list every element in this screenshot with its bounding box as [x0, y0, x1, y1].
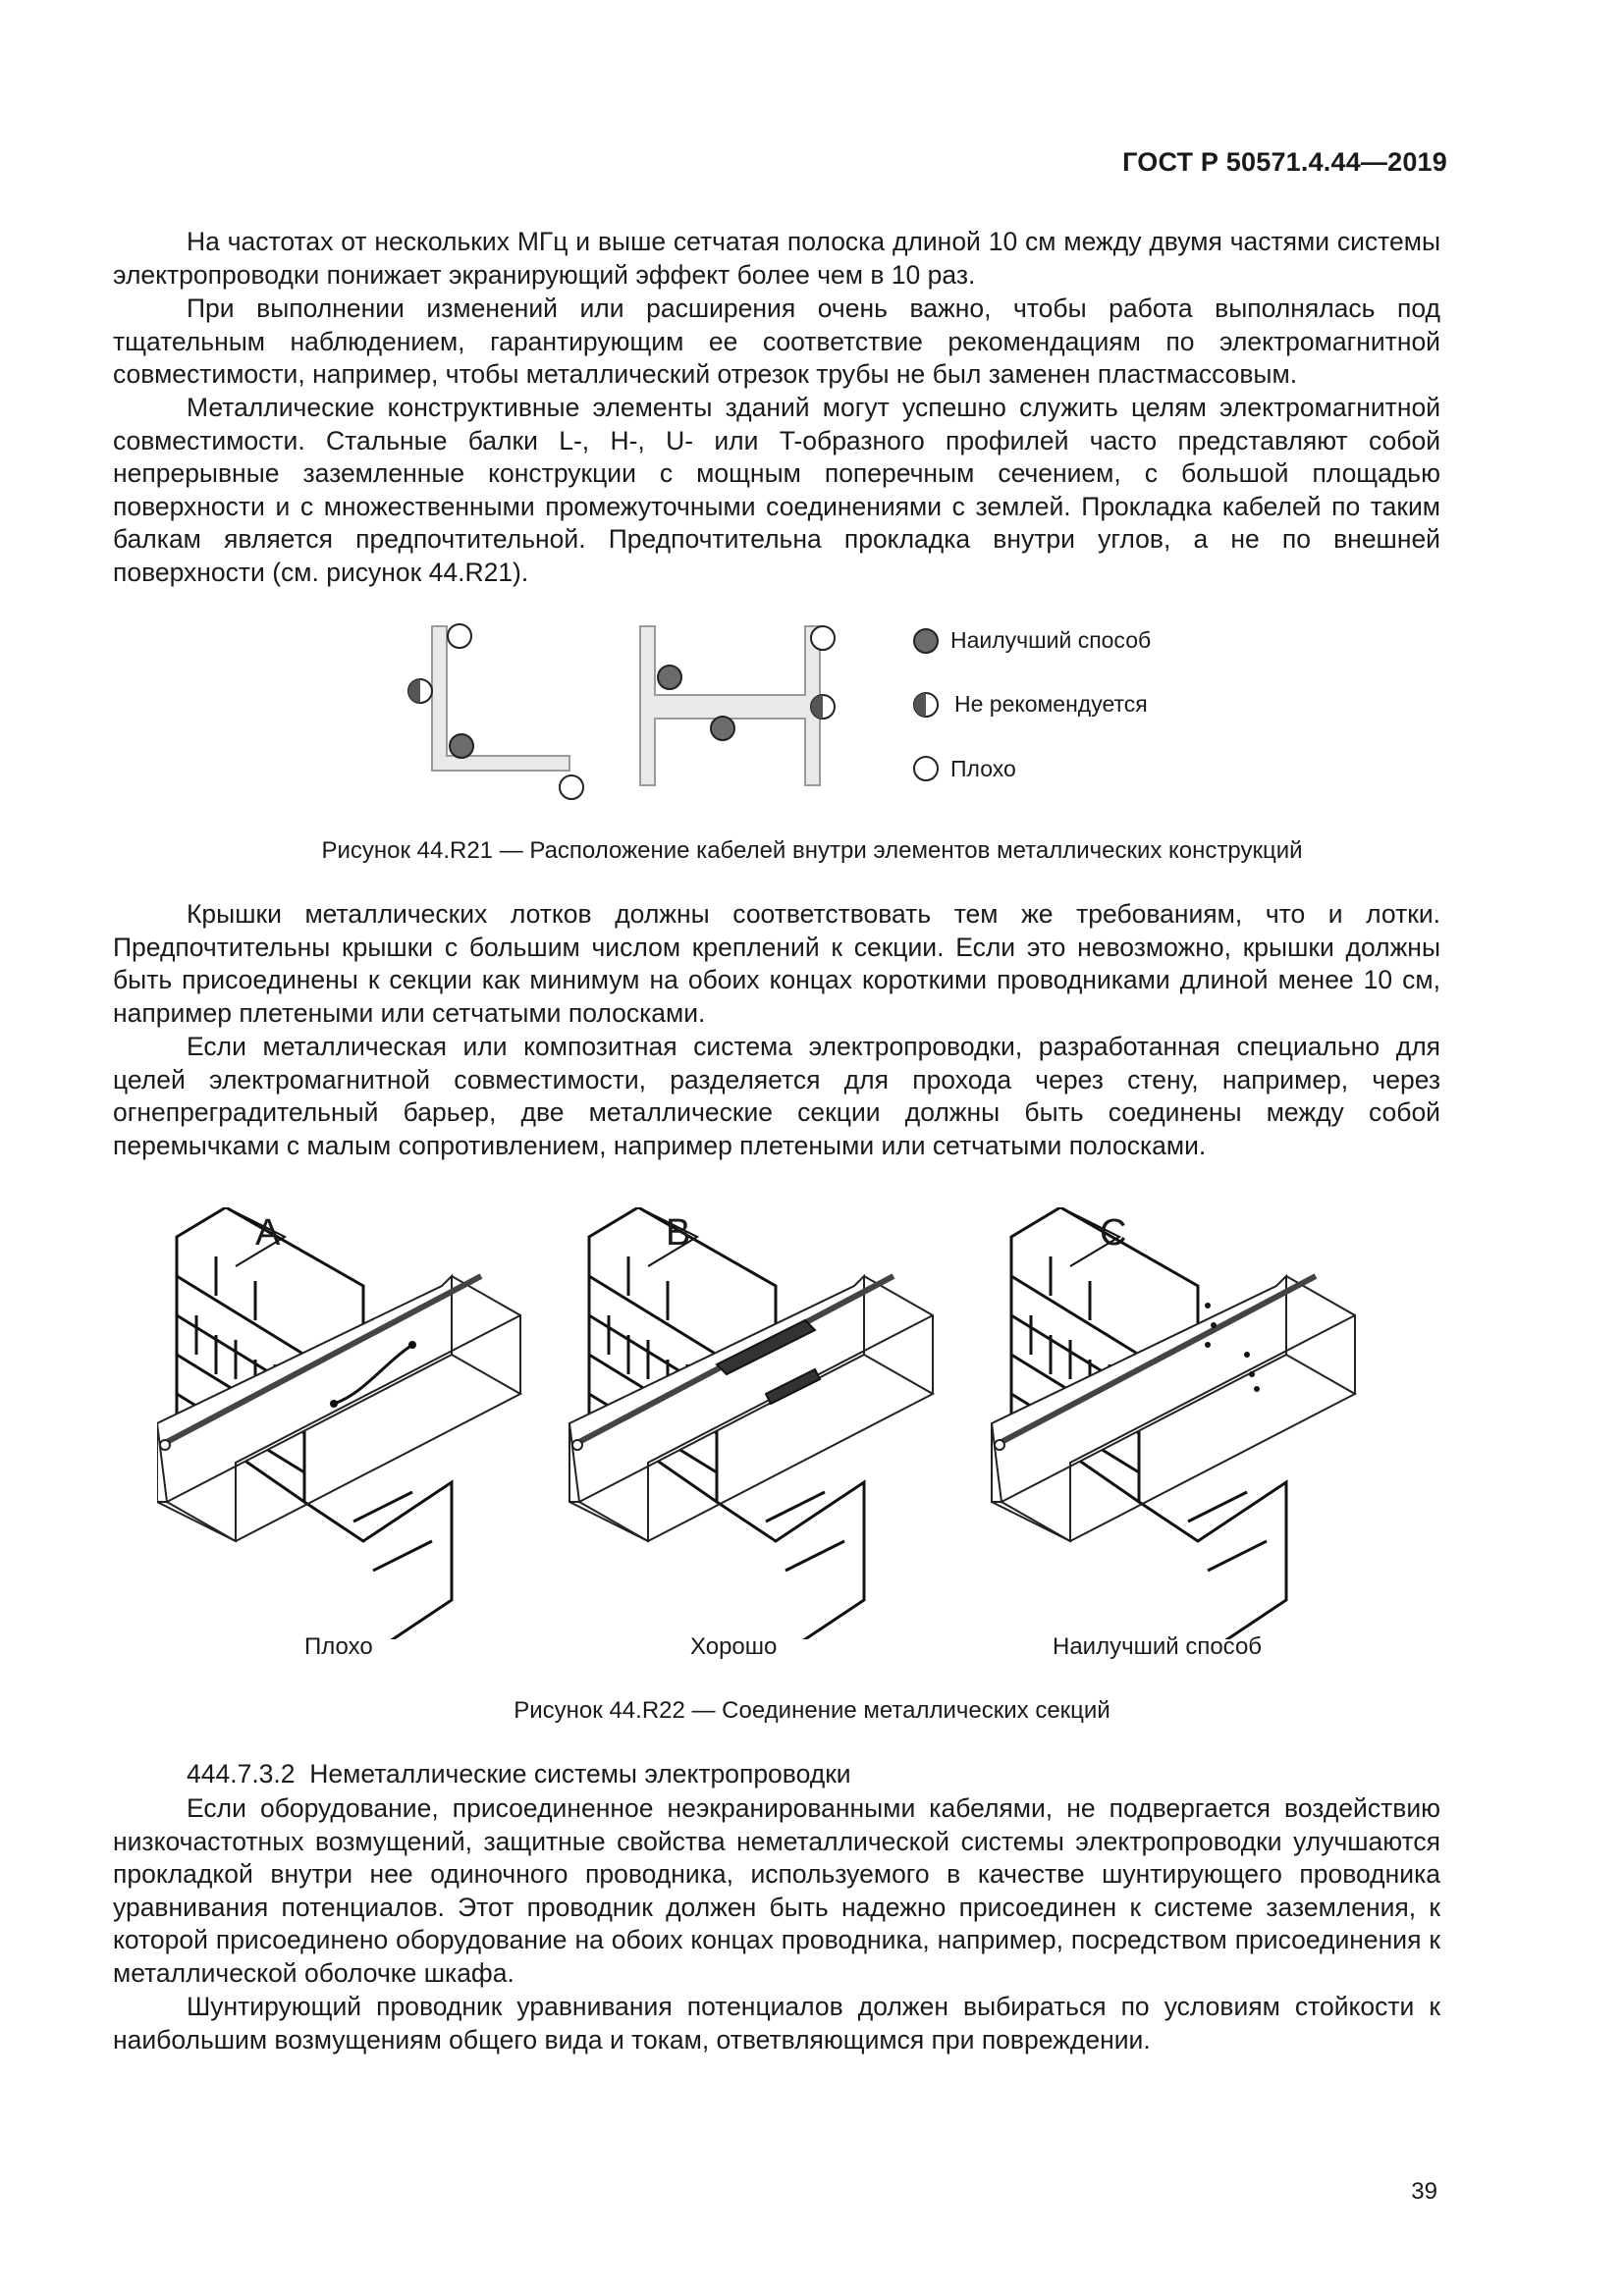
- bad-position-marker: [448, 624, 471, 648]
- legend-bad-label: Плохо: [950, 756, 1016, 781]
- page-number: 39: [1411, 2178, 1437, 2205]
- paragraph-5: Если металлическая или композитная система электропроводки, разработанная специально для целей электромагнитной совместимости, разделяется для прохода через стену, например, через огнепреградительный барьер, две металлические секции должны быть соединены между собой перемычками с малым сопротивлением, например плетеными или сетчатыми полосками.: [113, 1032, 1440, 1160]
- sublabel-best: Наилучший способ: [1053, 1633, 1263, 1660]
- sublabel-bad: Плохо: [304, 1633, 373, 1660]
- paragraph-3: Металлические конструктивные элементы зданий могут успешно служить целям электромагнитной совместимости. Стальные балки L-, H-, U- или T-образного профилей часто представляют собой непрерывные заземленные конструкции с мощным поперечным сечением, с большой площадью поверхности и с множественными промежуточными соединениями с землей. Прокладка кабелей по таким балкам является предпочтительной. Предпочтительна прокладка внутри углов, а не по внешней поверхности (см. рисунок 44.R21).: [113, 393, 1440, 587]
- sublabel-good: Хорошо: [690, 1633, 778, 1660]
- best-position-marker: [450, 734, 473, 758]
- bad-position-marker: [811, 626, 835, 650]
- legend-best-label: Наилучший способ: [950, 627, 1152, 653]
- figure-label-b: B: [666, 1212, 691, 1254]
- legend-not-recommended-marker: [914, 693, 938, 717]
- tray-junction-c: [992, 1207, 1355, 1639]
- figure-label-a: A: [255, 1212, 281, 1254]
- paragraph-2: При выполнении изменений или расширения очень важно, чтобы работа выполнялась под тщательным наблюдением, гарантирующим ее соответствие рекомендациям по электромагнитной совместимости, например, чтобы металлический отрезок трубы не был заменен пластмассовым.: [113, 294, 1440, 390]
- paragraph-1: На частотах от нескольких МГц и выше сетчатая полоска длиной 10 см между двумя частями системы электропроводки понижает экранирующий эффект более чем в 10 раз.: [113, 227, 1440, 290]
- legend-bad-marker: [914, 757, 938, 780]
- not-recommended-position-marker: [811, 695, 835, 719]
- figure-r21-caption: Рисунок 44.R21 — Расположение кабелей внутри элементов металлических конструкций: [321, 837, 1303, 864]
- paragraph-6: Если оборудование, присоединенное неэкранированными кабелями, не подвергается воздействию низкочастотных возмущений, защитные свойства неметаллической системы электропроводки улучшаются прокладкой внутри нее одиночного проводника, используемого в качестве шунтирующего проводника уравнивания потенциалов. Этот проводник должен быть надежно присоединен к системе заземления, к которой присоединено оборудование на обоих концах проводника, например, посредством присоединения к металлической оболочке шкафа.: [113, 1793, 1440, 1988]
- section-title: Неметаллические системы электропроводки: [309, 1759, 851, 1789]
- figure-label-c: C: [1100, 1212, 1127, 1254]
- section-number: 444.7.3.2: [187, 1759, 296, 1789]
- figure-r22-drawing: [157, 1207, 1424, 1639]
- tray-junction-b: [569, 1207, 933, 1639]
- figure-r22-caption: Рисунок 44.R22 — Соединение металлических секций: [514, 1697, 1110, 1724]
- figure-r21-drawing: [393, 609, 943, 815]
- tray-junction-a: [157, 1207, 520, 1639]
- best-position-marker: [658, 666, 681, 689]
- not-recommended-position-marker: [408, 679, 432, 703]
- legend-not-recommended-label: Не рекомендуется: [954, 691, 1148, 717]
- legend-best-marker: [914, 629, 938, 653]
- bad-position-marker: [560, 775, 583, 799]
- paragraph-4: Крышки металлических лотков должны соответствовать тем же требованиям, что и лотки. Предпочтительны крышки с большим числом креплений к секции. Если это невозможно, крышки должны быть присоединены к секции как минимум на обоих концах короткими проводниками длиной менее 10 см, например плетеными или сетчатыми полосками.: [113, 899, 1440, 1028]
- section-heading: [187, 1759, 851, 1789]
- best-position-marker: [711, 717, 734, 740]
- paragraph-7: Шунтирующий проводник уравнивания потенциалов должен выбираться по условиям стойкости к наибольшим возмущениям общего вида и токам, ответвляющимся при повреждении.: [113, 1992, 1440, 2055]
- document-header: ГОСТ Р 50571.4.44—2019: [1122, 147, 1447, 177]
